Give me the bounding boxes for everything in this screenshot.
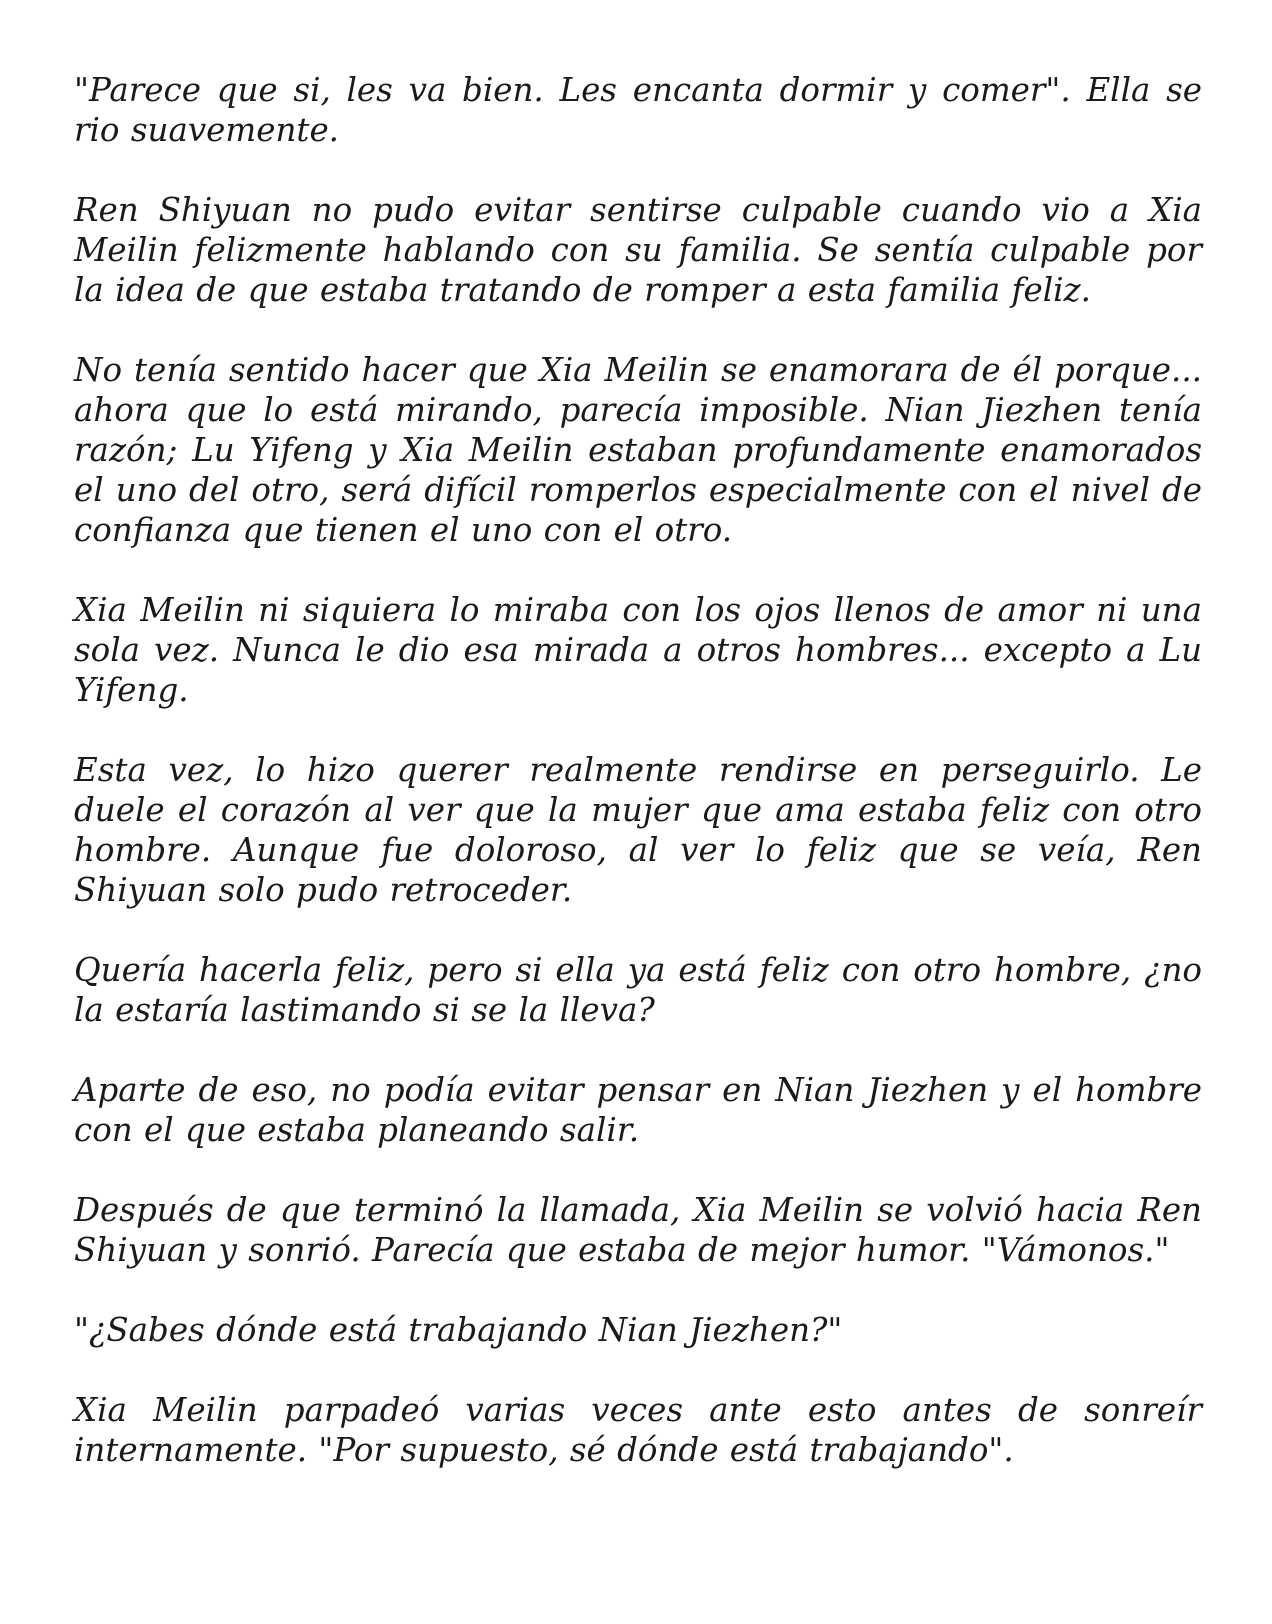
document-page	[74, 70, 1202, 1470]
paragraph-2: Ren Shiyuan no pudo evitar sentirse culpable cuando vio a Xia Meilin felizmente hablando con su familia. Se sentía culpable por la idea de que estaba tratando de romper a esta familia feliz.	[74, 191, 1202, 309]
paragraph-6: Quería hacerla feliz, pero si ella ya está feliz con otro hombre, ¿no la estaría lastimando si se la lleva?	[74, 951, 1202, 1029]
paragraph-5: Esta vez, lo hizo querer realmente rendirse en perseguirlo. Le duele el corazón al ver que la mujer que ama estaba feliz con otro hombre. Aunque fue doloroso, al ver lo feliz que se veía, Ren Shiyuan solo pudo retroceder.	[74, 751, 1202, 909]
paragraph-9: "¿Sabes dónde está trabajando Nian Jiezhen?"	[74, 1311, 843, 1349]
paragraph-4: Xia Meilin ni siquiera lo miraba con los ojos llenos de amor ni una sola vez. Nunca le dio esa mirada a otros hombres... excepto a Lu Yifeng.	[74, 591, 1202, 709]
paragraph-3: No tenía sentido hacer que Xia Meilin se enamorara de él porque... ahora que lo está mirando, parecía imposible. Nian Jiezhen tenía razón; Lu Yifeng y Xia Meilin estaban profundamente enamorados el uno del otro, será difícil romperlos especialmente con el nivel de confianza que tienen el uno con el otro.	[74, 351, 1202, 549]
paragraph-10: Xia Meilin parpadeó varias veces ante esto antes de sonreír internamente. "Por supuesto, sé dónde está trabajando".	[74, 1391, 1202, 1469]
paragraph-7: Aparte de eso, no podía evitar pensar en Nian Jiezhen y el hombre con el que estaba planeando salir.	[74, 1071, 1202, 1149]
paragraph-1: "Parece que si, les va bien. Les encanta dormir y comer". Ella se rio suavemente.	[74, 71, 1202, 149]
paragraph-8: Después de que terminó la llamada, Xia Meilin se volvió hacia Ren Shiyuan y sonrió. Parecía que estaba de mejor humor. "Vámonos."	[74, 1191, 1202, 1269]
